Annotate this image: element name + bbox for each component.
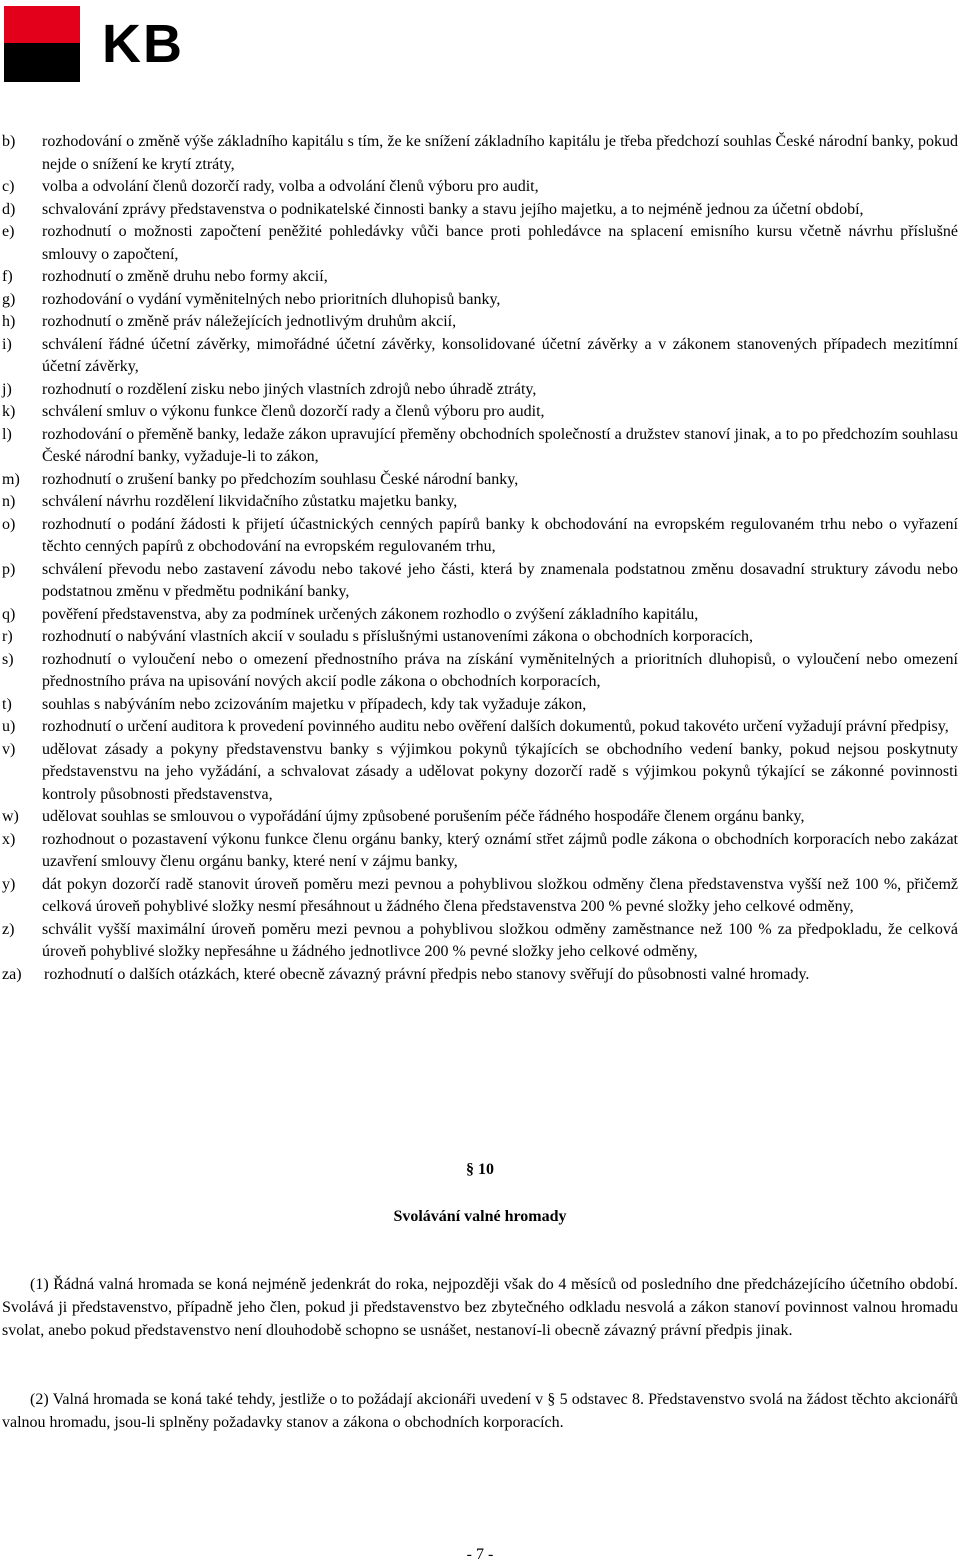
list-item-text: schválení smluv o výkonu funkce členů dozorčí rady a členů výboru pro audit, bbox=[42, 403, 545, 420]
list-item-label: m) bbox=[2, 470, 20, 488]
list-item bbox=[2, 829, 958, 874]
list-item-label: n) bbox=[2, 493, 16, 510]
list-item bbox=[2, 806, 958, 829]
list-item bbox=[2, 176, 958, 199]
list-item-text: rozhodování o změně výše základního kapitálu s tím, že ke snížení základního kapitálu je třeba předchozí souhlas České národní banky, pokud nejde o snížení ke krytí ztráty, bbox=[42, 133, 958, 173]
list-item bbox=[2, 334, 958, 379]
list-item bbox=[2, 694, 958, 717]
list-item-label: k) bbox=[2, 403, 16, 420]
list-item bbox=[2, 649, 958, 694]
list-item-label: i) bbox=[2, 335, 12, 353]
list-item-text: rozhodnutí o možnosti započtení peněžité pohledávky vůči bance proti pohledávce na splacení emisního kursu včetně návrhu příslušné smlouvy o započtení, bbox=[42, 223, 958, 263]
list-item-text: rozhodnutí o podání žádosti k přijetí účastnických cenných papírů banky k obchodování na evropském regulovaném trhu nebo o vyřazení těchto cenných papírů z obchodování na evropském regulovaném trhu, bbox=[42, 515, 958, 555]
list-item-text: rozhodnutí o určení auditora k provedení povinného auditu nebo ověření dalších dokumentů, pokud takovéto určení vyžadují právní předpisy, bbox=[42, 718, 949, 735]
list-item-label: y) bbox=[2, 875, 16, 893]
list-item bbox=[2, 379, 958, 402]
list-item-label: b) bbox=[2, 133, 16, 150]
kb-logo-text: KB bbox=[102, 14, 184, 74]
list-item-label: l) bbox=[2, 425, 12, 443]
list-item-text: dát pokyn dozorčí radě stanovit úroveň poměru mezi pevnou a pohyblivou složkou odměny člena představenstva vyšší než 100 %, přičemž celková úroveň pohyblivé složky nesmí přesáhnout u žádného člena představenstva 200 % pevné složky jeho celkové odměny, bbox=[42, 875, 958, 915]
list-item-text: rozhodnutí o rozdělení zisku nebo jiných vlastních zdrojů nebo úhradě ztráty, bbox=[42, 380, 537, 398]
list-item-text: schválení převodu nebo zastavení závodu nebo takové jeho části, která by znamenala podstatnou změnu dosavadní struktury závodu nebo podstatnou změnu v předmětu podnikání banky, bbox=[42, 560, 958, 600]
list-item-label: h) bbox=[2, 313, 16, 330]
list-item bbox=[2, 469, 958, 492]
list-item bbox=[2, 199, 958, 222]
list-item-text: rozhodnout o pozastavení výkonu funkce členu orgánu banky, který oznámí střet zájmů podle zákona o obchodních korporacích nebo zakázat uzavření smlouvy členu orgánu banky, které není v zájmu banky, bbox=[42, 830, 958, 870]
list-item bbox=[2, 266, 958, 289]
list-item bbox=[2, 559, 958, 604]
list-item-label: za) bbox=[2, 965, 22, 983]
list-item bbox=[2, 964, 958, 987]
list-item-text: rozhodnutí o změně práv náležejících jednotlivým druhům akcií, bbox=[42, 313, 457, 330]
list-item-label: s) bbox=[2, 650, 14, 668]
list-item-text: rozhodování o vydání vyměnitelných nebo prioritních dluhopisů banky, bbox=[42, 290, 501, 308]
list-item-text: schválení návrhu rozdělení likvidačního zůstatku majetku banky, bbox=[42, 493, 458, 510]
list-item-label: j) bbox=[2, 380, 12, 398]
list-item-text: schválení řádné účetní závěrky, mimořádné účetní závěrky, konsolidované účetní závěrky a v zákonem stanovených případech mezitímní účetní závěrky, bbox=[42, 335, 958, 375]
list-item bbox=[2, 604, 958, 627]
list-item-label: z) bbox=[2, 920, 15, 938]
list-item-text: rozhodnutí o změně druhu nebo formy akcií, bbox=[42, 268, 328, 285]
list-item bbox=[2, 514, 958, 559]
list-item-text: schválit vyšší maximální úroveň poměru mezi pevnou a pohyblivou složkou odměny zaměstnance než 100 % za předpokladu, že celková úroveň pohyblivé složky nepřesáhne u žádného jednotlivce 200 % pevné složky jeho celkové odměny, bbox=[42, 920, 958, 960]
list-item-text: souhlas s nabýváním nebo zcizováním majetku v případech, kdy tak vyžaduje zákon, bbox=[42, 695, 587, 713]
list-item-text: rozhodnutí o zrušení banky po předchozím souhlasu České národní banky, bbox=[42, 470, 519, 488]
list-item bbox=[2, 424, 958, 469]
list-item-label: f) bbox=[2, 268, 13, 285]
list-item bbox=[2, 401, 958, 424]
list-item-text: udělovat souhlas se smlouvou o vypořádání újmy způsobené porušením péče řádného hospodáře členem orgánu banky, bbox=[42, 808, 805, 825]
list-item bbox=[2, 289, 958, 312]
list-item bbox=[2, 919, 958, 964]
list-item-label: w) bbox=[2, 808, 19, 825]
list-item bbox=[2, 131, 958, 176]
list-item-label: v) bbox=[2, 740, 16, 758]
kb-logo-red-band bbox=[4, 6, 80, 43]
list-item-text: rozhodnutí o vyloučení nebo o omezení přednostního práva na získání vyměnitelných a prioritních dluhopisů, o vyloučení nebo omezení přednostního práva na upisování nových akcií podle zákona o obchodních korporacích, bbox=[42, 650, 958, 690]
paragraph-2: (2) Valná hromada se koná také tehdy, jestliže o to požádají akcionáři uvedení v § 5 odstavec 8. Představenstvo svolá na žádost těchto akcionářů valnou hromadu, jsou-li splněny požadavky stanov a zákona o obchodních korporacích. bbox=[2, 1391, 958, 1431]
list-item-label: g) bbox=[2, 290, 16, 308]
list-item bbox=[2, 311, 958, 334]
list-item-label: d) bbox=[2, 200, 16, 218]
list-item-label: c) bbox=[2, 178, 15, 195]
list-item-label: r) bbox=[2, 628, 13, 645]
list-item-label: t) bbox=[2, 695, 12, 713]
list-item-text: schvalování zprávy představenstva o podnikatelské činnosti banky a stavu jejího majetku, a to nejméně jednou za účetní období, bbox=[42, 200, 864, 218]
list-item-text: rozhodnutí o dalších otázkách, které obecně závazný právní předpis nebo stanovy svěřují do působnosti valné hromady. bbox=[44, 965, 810, 983]
competence-list bbox=[2, 131, 958, 986]
list-item-text: volba a odvolání členů dozorčí rady, volba a odvolání členů výboru pro audit, bbox=[42, 178, 539, 195]
kb-logo bbox=[4, 6, 184, 82]
list-item-label: e) bbox=[2, 223, 15, 240]
list-item bbox=[2, 491, 958, 514]
list-item-label: u) bbox=[2, 718, 16, 735]
list-item bbox=[2, 874, 958, 919]
list-item-text: udělovat zásady a pokyny představenstvu banky s výjimkou pokynů týkajících se obchodního vedení banky, pokud nejsou poskytnuty představenstvu na jeho vyžádání, a schvalovat zásady a udělovat pokyny dozorčí radě s výjimkou pokynů týkající se zákonné povinnosti kontroly působnosti představenstva, bbox=[42, 740, 958, 803]
paragraph-1: (1) Řádná valná hromada se koná nejméně jedenkrát do roka, nejpozději však do 4 měsíců od posledního dne předcházejícího účetního období. Svolává ji představenstvo, případně jeho člen, pokud ji představenstvo bez zbytečného odkladu nesvolá a zákon stanoví povinnost valnou hromadu svolat, anebo pokud představenstvo není dlouhodobě schopno se usnášet, nestanoví-li obecně závazný právní předpis jinak. bbox=[2, 1276, 958, 1339]
section-number: § 10 bbox=[466, 1161, 494, 1178]
list-item bbox=[2, 626, 958, 649]
list-item-label: p) bbox=[2, 560, 16, 578]
list-item bbox=[2, 716, 958, 739]
kb-logo-mark bbox=[4, 6, 80, 82]
list-item-text: rozhodování o přeměně banky, ledaže zákon upravující přeměny obchodních společností a družstev stanoví jinak, a to po předchozím souhlasu České národní banky, vyžaduje-li to zákon, bbox=[42, 425, 958, 465]
list-item-text: rozhodnutí o nabývání vlastních akcií v souladu s příslušnými ustanoveními zákona o obchodních korporacích, bbox=[42, 628, 753, 645]
list-item-text: pověření představenstva, aby za podmínek určených zákonem rozhodlo o zvýšení základního kapitálu, bbox=[42, 605, 699, 623]
list-item-label: x) bbox=[2, 830, 16, 848]
list-item-label: o) bbox=[2, 515, 16, 533]
section-title: Svolávání valné hromady bbox=[393, 1208, 567, 1225]
list-item bbox=[2, 739, 958, 807]
page-number: - 7 - bbox=[466, 1546, 494, 1563]
list-item bbox=[2, 221, 958, 266]
list-item-label: q) bbox=[2, 605, 16, 623]
